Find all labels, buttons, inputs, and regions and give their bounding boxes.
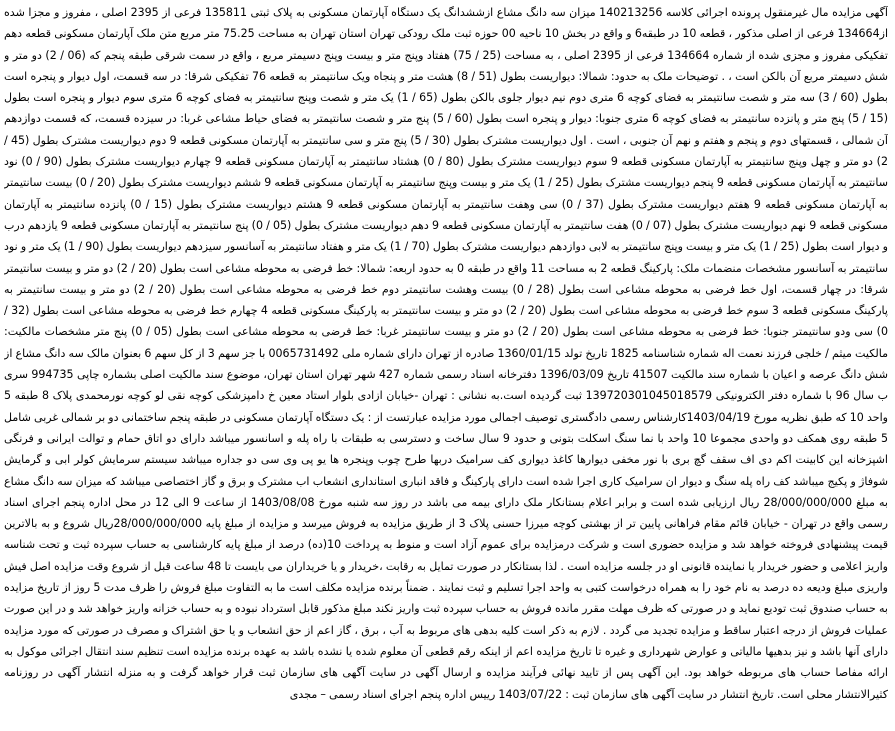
auction-notice bbox=[4, 2, 888, 727]
notice-body-text: آگهی مزایده مال غیرمنقول پرونده اجرائی کلاسه 140213256 میزان سه دانگ مشاع ازششدانگ یک دستگاه آپارتمان مسکونی به پلاک ثبتی 135811 فرعی از 2395 اصلی ، مفروز و مجزا شده از134664 فرعی از اصلی مذکور ، قطعه 10 در طبقه6 و واقع در بخش 10 ناحیه 00 حوزه ثبت ملک رودکی تهران استان تهران به مساحت 75.25 متر مربع متن ملک آپارتمان مسکونی قطعه دهم تفکیکی مفروز و مجزی شده از شماره 134664 فرعی از 2395 اصلی ، به مساحت (25 / 75) هفتاد وپنج متر و بیست وپنج دسیمتر مربع ، واقع در سمت شرقی طبقه پنجم که (06 / 2) دو متر و شش دسیمتر مربع آن بالکن است ، . توضیحات ملک به حدود: شمالا: دیواریست بطول (51 / 8) هشت متر و پنجاه ویک سانتیمتر به قطعه 76 تفکیکی شرقا: در سه قسمت، اول دیوار و پنجره است بطول (60 / 3) سه متر و شصت سانتیمتر به فضای کوچه 6 متری دوم نیم دیوار جلوی بالکن بطول (65 / 1) یک متر و شصت وپنج سانتیمتر به فضای کوچه 6 متری سوم دیوار و پنجره است بطول (15 / 5) پنج متر و پانزده سانتیمتر به فضای کوچه 6 متری جنوبا: دیوار و پنجره است بطول (60 / 5) پنج متر و شصت سانتیمتر به فضای حیاط مشاعی غربا: در سیزده قسمت، که قسمت دوازدهم آن شمالی ، قسمتهای دوم و پنجم و هفتم و نهم آن جنوبی ، است . اول دیواریست مشترک بطول (30 / 5) پنج متر و سی سانتیمتر به آپارتمان مسکونی قطعه 9 دوم دیواریست مشترک بطول (45 / 2) دو متر و چهل وپنج سانتیمتر به آپارتمان مسکونی قطعه 9 سوم دیواریست مشترک بطول (80 / 0) هشتاد سانتیمتر به آپارتمان مسکونی قطعه 9 چهارم دیواریست مشترک بطول (90 / 0) نود سانتیمتر به آپارتمان مسکونی قطعه 9 پنجم دیواریست مشترک بطول (25 / 1) یک متر و بیست وپنج سانتیمتر به آپارتمان مسکونی قطعه 9 ششم دیواریست مشترک بطول (20 / 0) بیست سانتیمتر به آپارتمان مسکونی قطعه 9 هفتم دیواریست مشترک بطول (37 / 0) سی وهفت سانتیمتر به آپارتمان مسکونی قطعه 9 هشتم دیواریست مشترک بطول (15 / 0) پانزده سانتیمتر به آپارتمان مسکونی قطعه 9 نهم دیواریست مشترک بطول (07 / 0) هفت سانتیمتر به آپارتمان مسکونی قطعه 9 دهم دیواریست مشترک بطول (05 / 0) پنج سانتیمتر به آپارتمان مسکونی قطعه 9 یازدهم درب و دیوار است بطول (25 / 1) یک متر و بیست وپنج سانتیمتر به لابی دوازدهم دیواریست مشترک بطول (70 / 1) یک متر و هفتاد سانتیمتر به آسانسور سیزدهم دیواریست بطول (90 / 1) یک متر و نود سانتیمتر به آسانسور مشخصات منضمات ملک: پارکینگ قطعه 2 به مساحت 11 واقع در طبقه 0 به حدود اربعه: شمالا: خط فرضی به محوطه مشاعی است بطول (20 / 2) دو متر و بیست سانتیمتر شرقا: در چهار قسمت، اول خط فرضی به محوطه مشاعی است بطول (28 / 0) بیست وهشت سانتیمتر دوم خط فرضی به محوطه مشاعی است بطول (20 / 2) دو متر و بیست سانتیمتر به پارکینگ مسکونی قطعه 3 سوم خط فرضی به محوطه مشاعی است بطول (20 / 2) دو متر و بیست سانتیمتر به پارکینگ مسکونی قطعه 4 چهارم خط فرضی به محوطه مشاعی است بطول (32 / 0) سی ودو سانتیمتر جنوبا: خط فرضی به محوطه مشاعی است بطول (20 / 2) دو متر و بیست سانتیمتر غربا: خط فرضی به محوطه مشاعی است بطول (05 / 0) پنج متر مشخصات مالکیت: مالکیت میثم / خلجی فرزند نعمت اله شماره شناسنامه 1825 تاریخ تولد 1360/01/15 صادره از تهران دارای شماره ملی 0065731492 با جز سهم 3 از کل سهم 6 بعنوان مالک سه دانگ مشاع از شش دانگ عرصه و اعیان با شماره سند مالکیت 41507 تاریخ 1396/03/09 دفترخانه اسناد رسمی شماره 427 شهر تهران استان تهران، موضوع سند مالکیت اصلی بشماره چاپی 994735 سری ب سال 96 با شماره دفتر الکترونیکی 139720301045018579 ثبت گردیده است.به نشانی : تهران -خیابان ازادی بلوار استاد معین خ دامپزشکی کوچه نقی لو کوچه نورمحمدی پلاک 8 طبقه 5 واحد 10 که طبق نظریه مورخ 1403/04/19کارشناس رسمی دادگستری توصیف اجمالی مورد مزایده عبارتست از : یک دستگاه آپارتمان مسکونی در طبقه پنجم ساختمانی دو بر شمالی غربی شامل 5 طبقه روی همکف دو واحدی مجموعا 10 واحد با نما سنگ اسکلت بتونی و حدود 9 سال ساخت و دسترسی به طبقات با راه پله و اسانسور میباشد دارای دو اتاق حمام و توالت ایرانی و فرنگی اشپزخانه این کابینت اکم دی اف سقف گچ بری با نور مخفی دیوارها کاغذ دیواری کف سرامیک دربها طرح چوب وپنجره ها یو پی وی سی دو جداره میباشد سیستم سرمایش کولر ابی و گرمایش شوفاژ و پکیج میباشد کف راه پله سنگ و دیوار ان سرامیک کاری اجرا شده است دارای پارکینگ و فاقد انباری استانداری انشعاب اب مشترک و برق و گاز اختصاصی میباشد که میزان سه دانگ مشاع به مبلغ 28/000/000/000 ریال ارزیابی شده است و برابر اعلام بستانکار ملک دارای بیمه می باشد در روز سه شنبه مورخ 1403/08/08 از ساعت 9 الی 12 در محل اداره پنجم اجرای اسناد رسمی واقع در تهران - خیابان قائم مقام فراهانی پایین تر از بهشتی کوچه میرزا حسنی پلاک 3 از طریق مزایده به فروش میرسد و مزایده از مبلغ پایه 28/000/000/000ریال شروع و به بالاترین قیمت پیشنهادی فروخته خواهد شد و مزایده حضوری است و شرکت درمزایده برای عموم آزاد است و منوط به پرداخت 10(ده) درصد از مبلغ پایه کارشناسی به حساب سپرده ثبت و تحت شناسه واریز اعلامی و حضور خریدار یا نماینده قانونی او در جلسه مزایده است . لذا بستانکار در صورت تمایل به رقابت ،خریدار و یا خریداران می بایست تا 48 ساعت قبل از شروع وقت مزایده اصل فیش واریزی مبلغ ودیعه ده درصد به نام خود را به همراه درخواست کتبی به واحد اجرا تسلیم و ثبت نمایند . ضمناً برنده مزایده مکلف است ما به التفاوت مبلغ فروش را ظرف مدت 5 روز از تاریخ مزایده به حساب صندوق ثبت تودیع نماید و در صورتی که ظرف مهلت مقرر مانده فروش به حساب سپرده ثبت واریز نکند مبلغ مذکور قابل استرداد نبوده و به حساب خزانه واریز خواهد شد و در این صورت عملیات فروش از درجه اعتبار ساقط و مزایده تجدید می گردد . لازم به ذکر است کلیه بدهی های مربوط به آب ، برق ، گاز اعم از حق انشعاب و یا حق اشتراک و مصرف در صورتی که مورد مزایده دارای آنها باشد و نیز بدهیها مالیاتی و عوارض شهرداری و غیره تا تاریخ مزایده اعم از اینکه رقم قطعی آن معلوم شده یا نشده باشد به عهده برنده مزایده است تنظیم سند انتقال اجرائی موکول به ارائه مفاصا حساب های مربوطه خواهد بود. این آگهی پس از تایید نهائی فرآیند مزایده و ارسال آگهی در سایت آگهی های سازمان ثبت قرار خواهد گرفت و به منزله انتشار آگهی در روزنامه کثیرالانتشار محلی است. تاریخ انتشار در سایت آگهی های سازمان ثبت : 1403/07/22 رییس اداره پنجم اجرای اسناد رسمی – مجدی bbox=[4, 6, 888, 701]
